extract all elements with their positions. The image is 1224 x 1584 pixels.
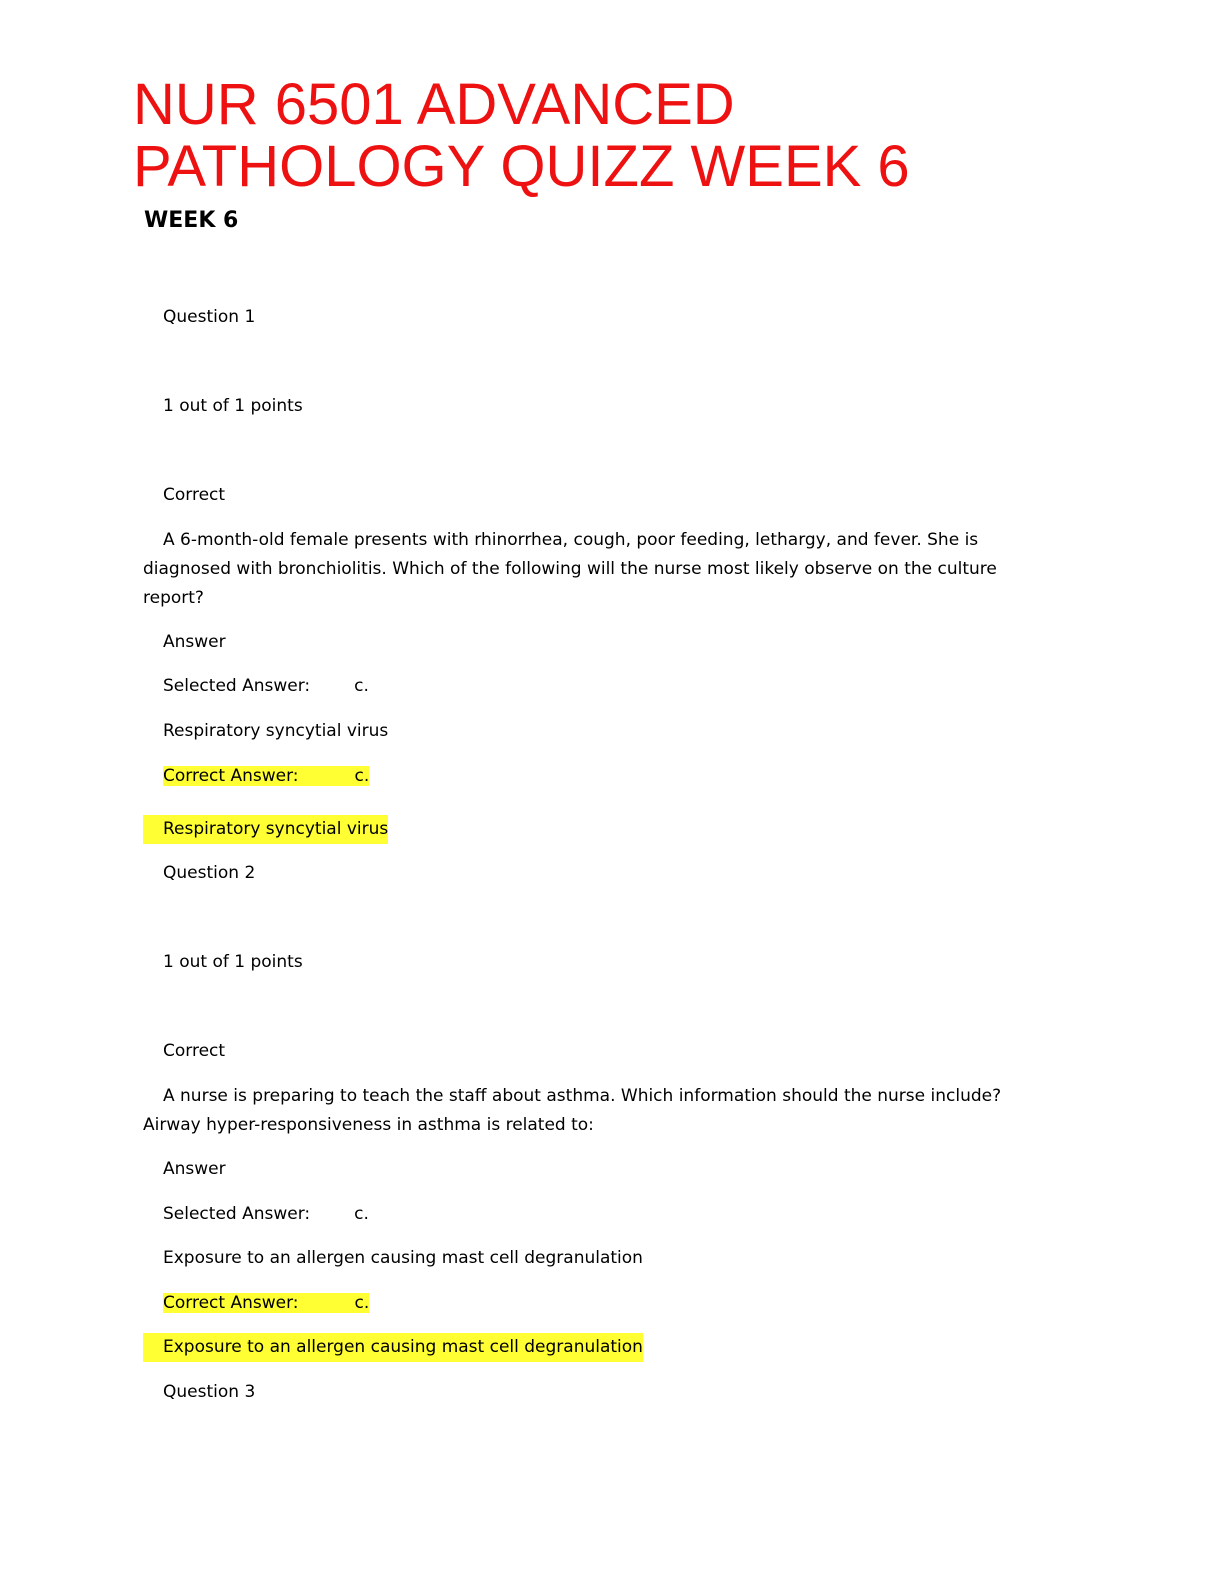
- selected-answer-label: Selected Answer:: [163, 1204, 311, 1224]
- correct-answer-highlight: [163, 766, 369, 786]
- correct-answer-highlight: [163, 1293, 369, 1313]
- question-1-selected-text: Respiratory syncytial virus: [163, 721, 389, 741]
- question-1-correct-text: Respiratory syncytial virus: [143, 815, 388, 844]
- correct-answer-label: Correct Answer:: [163, 1293, 299, 1313]
- correct-answer-letter: c.: [354, 1293, 370, 1313]
- correct-answer-label: Correct Answer:: [163, 766, 299, 786]
- question-2-correct-answer: [163, 1289, 369, 1318]
- document-title: [133, 74, 910, 198]
- question-1-text: A 6-month-old female presents with rhinorrhea, cough, poor feeding, lethargy, and fever. She is diagnosed with bronchiolitis. Which of the following will the nurse most likely observe on the culture report?: [143, 530, 997, 608]
- title-line-2: PATHOLOGY QUIZZ WEEK 6: [133, 134, 910, 199]
- question-1-status: Correct: [163, 485, 226, 505]
- question-3-label: Question 3: [163, 1382, 256, 1402]
- correct-answer-letter: c.: [354, 766, 370, 786]
- question-2-points: 1 out of 1 points: [163, 952, 303, 972]
- title-line-1: NUR 6501 ADVANCED: [133, 72, 735, 137]
- selected-answer-letter: c.: [354, 676, 369, 696]
- question-2-status: Correct: [163, 1041, 226, 1061]
- question-1-points: 1 out of 1 points: [163, 396, 303, 416]
- question-2-label: Question 2: [163, 863, 256, 883]
- question-1-answer-label: Answer: [163, 632, 226, 652]
- question-2-correct-text: Exposure to an allergen causing mast cell degranulation: [143, 1333, 643, 1362]
- selected-answer-label: Selected Answer:: [163, 676, 311, 696]
- question-1-selected-answer: [163, 672, 369, 701]
- question-2-text: A nurse is preparing to teach the staff about asthma. Which information should the nurse include? Airway hyper-responsiveness in asthma is related to:: [143, 1086, 1002, 1135]
- question-2-selected-text: Exposure to an allergen causing mast cell degranulation: [163, 1248, 643, 1268]
- document-subtitle: WEEK 6: [144, 208, 239, 233]
- question-2-answer-label: Answer: [163, 1159, 226, 1179]
- selected-answer-letter: c.: [354, 1204, 369, 1224]
- question-2-selected-answer: [163, 1200, 369, 1229]
- question-1-label: Question 1: [163, 307, 256, 327]
- question-1-correct-answer: [163, 762, 369, 791]
